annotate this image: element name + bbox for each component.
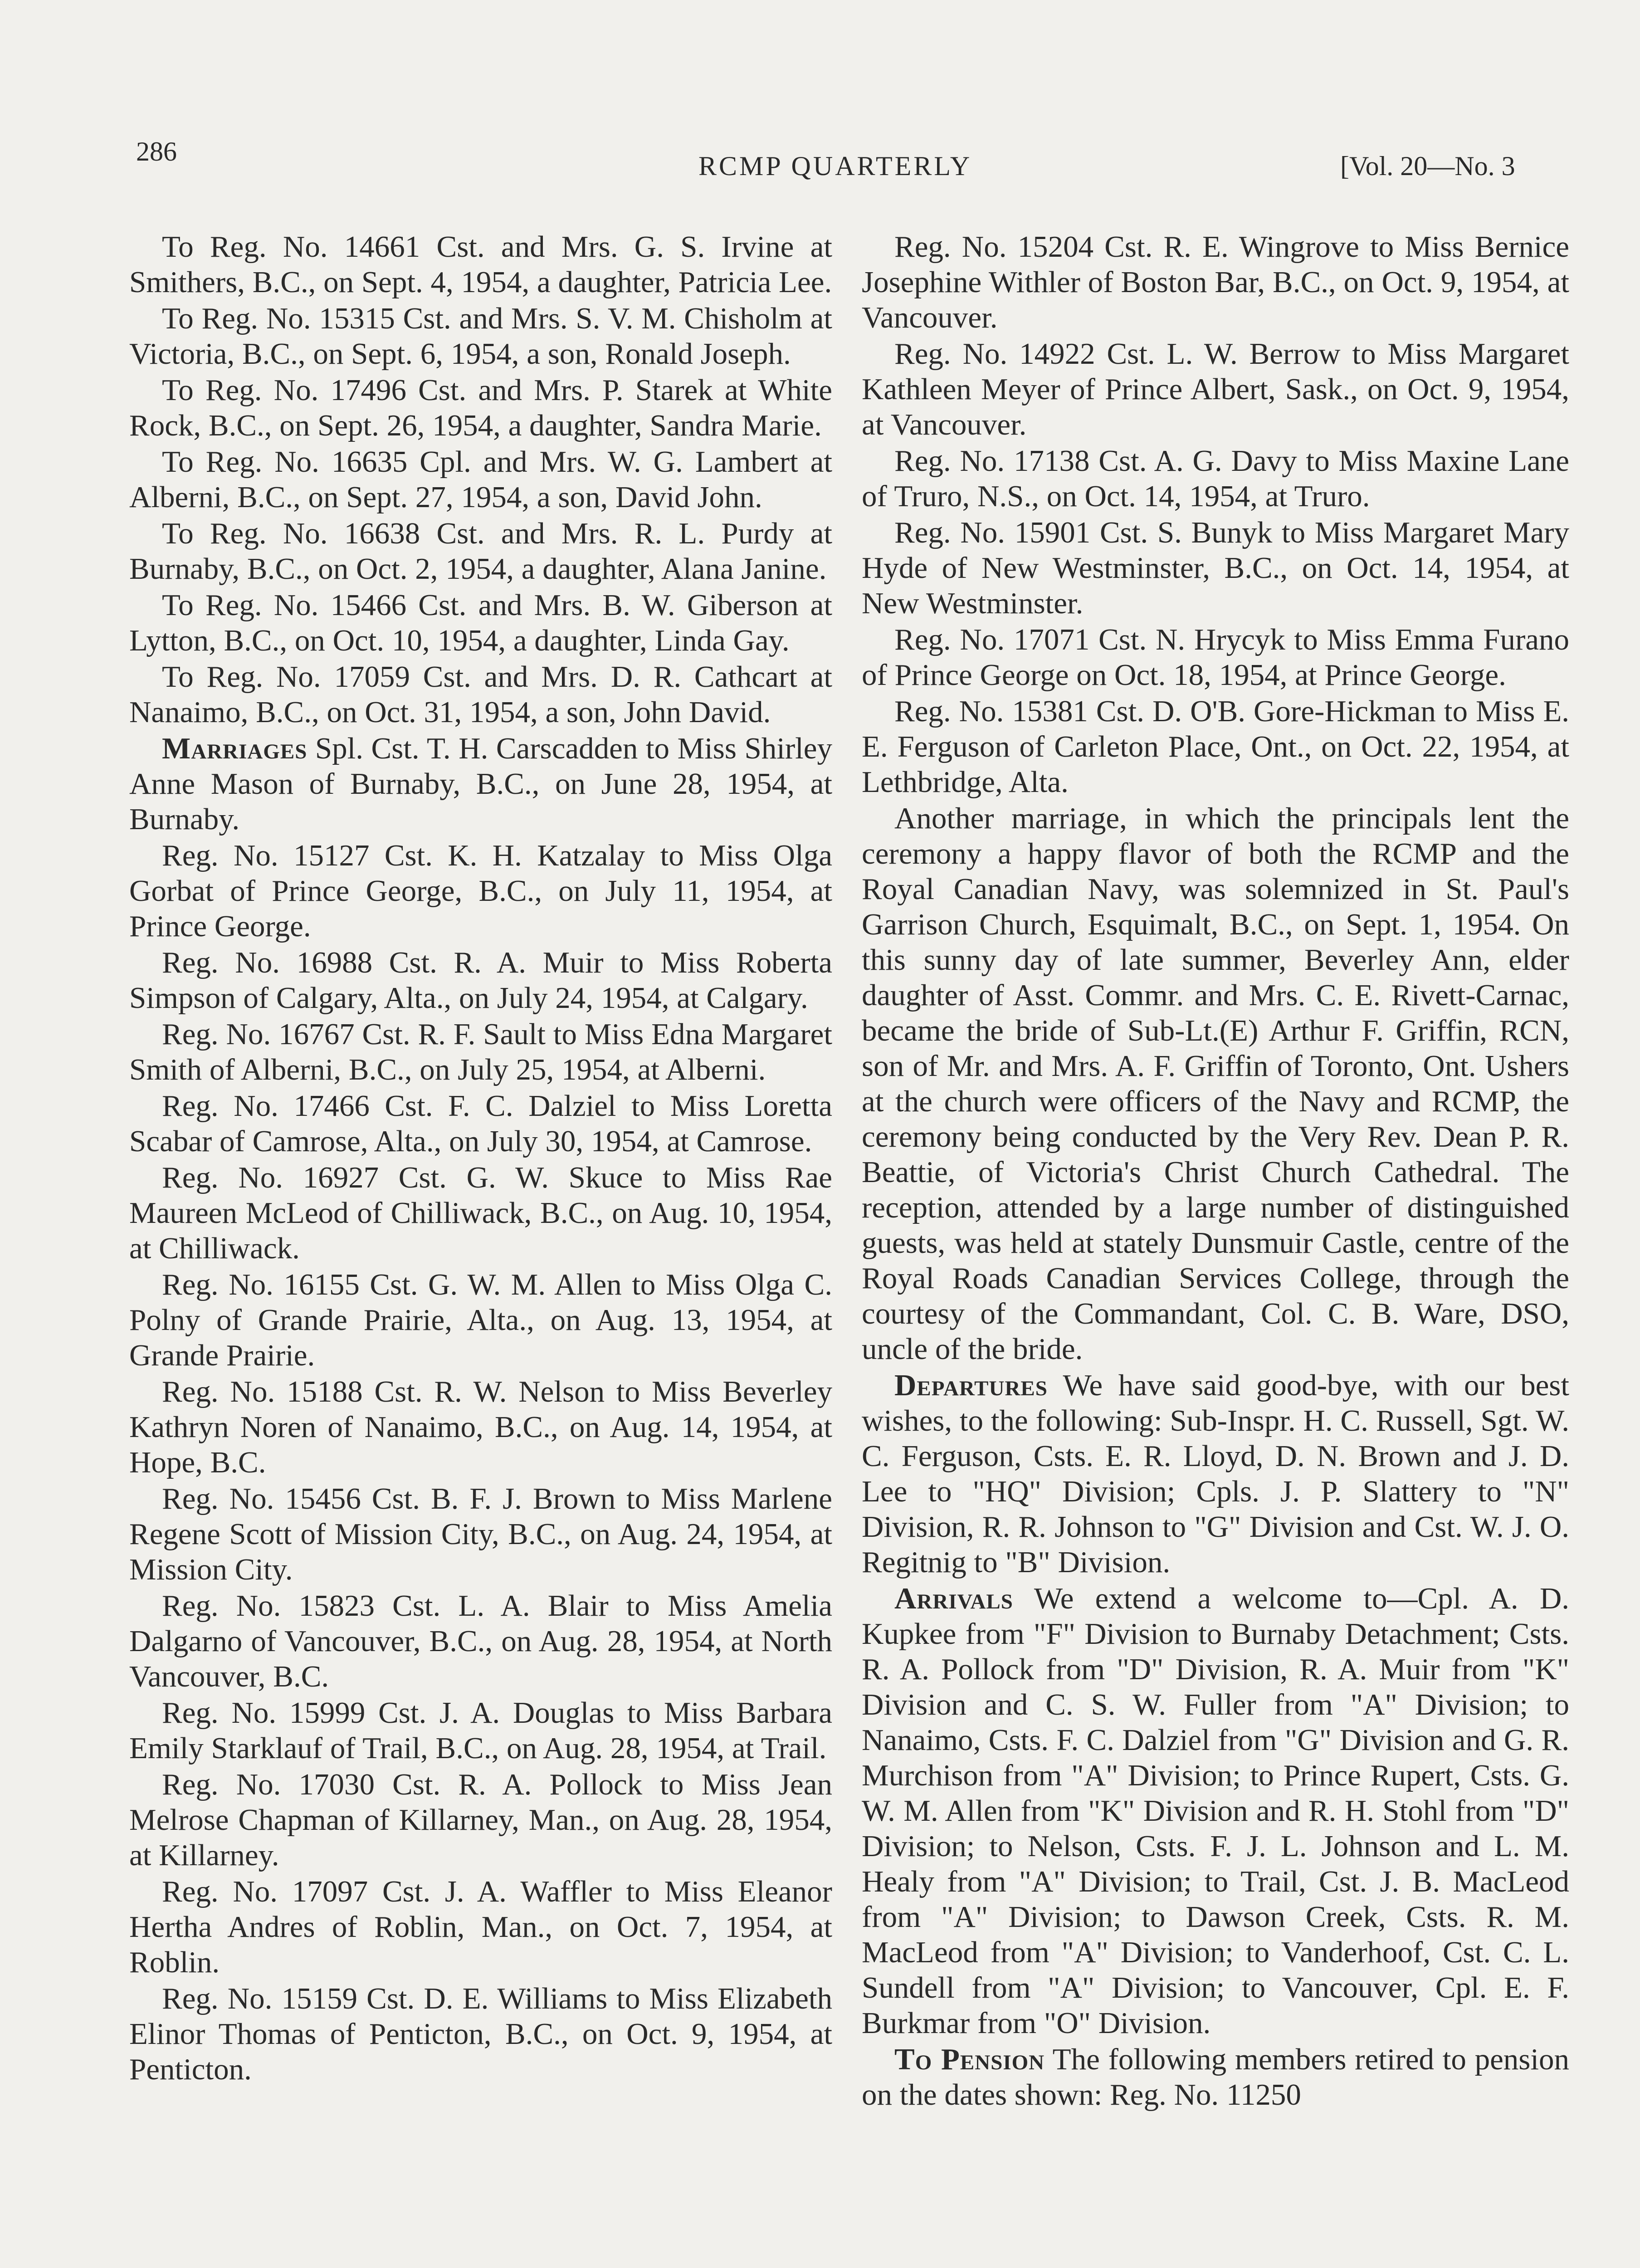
birth-entry: To Reg. No. 16638 Cst. and Mrs. R. L. Purdy at Burnaby, B.C., on Oct. 2, 1954, a daughter, Alana Janine.	[129, 517, 832, 586]
pension-paragraph	[862, 2042, 1569, 2112]
pension-text: The following members retired to pension on the dates shown: Reg. No. 11250	[862, 2043, 1569, 2112]
arrivals-heading: Arrivals	[894, 1582, 1013, 1615]
marriage-entry: Reg. No. 15381 Cst. D. O'B. Gore-Hickman to Miss E. E. Ferguson of Carleton Place, Ont., on Oct. 22, 1954, at Lethbridge, Alta.	[862, 694, 1569, 799]
marriage-entry: Reg. No. 15204 Cst. R. E. Wingrove to Miss Bernice Josephine Withler of Boston Bar, B.C., on Oct. 9, 1954, at Vancouver.	[862, 230, 1569, 334]
birth-entry: To Reg. No. 17496 Cst. and Mrs. P. Starek at White Rock, B.C., on Sept. 26, 1954, a daughter, Sandra Marie.	[129, 373, 832, 442]
marriage-entry: Reg. No. 16767 Cst. R. F. Sault to Miss Edna Margaret Smith of Alberni, B.C., on July 25, 1954, at Alberni.	[129, 1017, 832, 1086]
departures-text: We have said good-bye, with our best wishes, to the following: Sub-Inspr. H. C. Russell, Sgt. W. C. Ferguson, Csts. E. R. Lloyd, D. N. Brown and J. D. Lee to "HQ" Division; Cpls. J. P. Slattery to "N" Division, R. R. Johnson to "G" Division and Cst. W. J. O. Regitnig to "B" Division.	[862, 1369, 1569, 1579]
marriages-paragraph	[129, 731, 832, 837]
naval-wedding-paragraph: Another marriage, in which the principals lent the ceremony a happy flavor of both the RCMP and the Royal Canadian Navy, was solemnized in St. Paul's Garrison Church, Esquimalt, B.C., on Sept. 1, 1954. On this sunny day of late summer, Beverley Ann, elder daughter of Asst. Commr. and Mrs. C. E. Rivett-Carnac, became the bride of Sub-Lt.(E) Arthur F. Griffin, RCN, son of Mr. and Mrs. A. F. Griffin of Toronto, Ont. Ushers at the church were officers of the Navy and RCMP, the ceremony being conducted by the Very Rev. Dean P. R. Beattie, of Victoria's Christ Church Cathedral. The reception, attended by a large number of distinguished guests, was held at stately Dunsmuir Castle, centre of the Royal Roads Canadian Services College, through the courtesy of the Commandant, Col. C. B. Ware, DSO, uncle of the bride.	[862, 802, 1569, 1366]
marriage-entry: Reg. No. 15456 Cst. B. F. J. Brown to Miss Marlene Regene Scott of Mission City, B.C., on Aug. 24, 1954, at Mission City.	[129, 1482, 832, 1586]
volume-issue: [Vol. 20—No. 3	[1340, 151, 1515, 181]
marriage-entry: Reg. No. 17138 Cst. A. G. Davy to Miss Maxine Lane of Truro, N.S., on Oct. 14, 1954, at Truro.	[862, 444, 1569, 513]
birth-entry: To Reg. No. 16635 Cpl. and Mrs. W. G. Lambert at Alberni, B.C., on Sept. 27, 1954, a son, David John.	[129, 445, 832, 514]
marriage-entry: Reg. No. 16988 Cst. R. A. Muir to Miss Roberta Simpson of Calgary, Alta., on July 24, 1954, at Calgary.	[129, 946, 832, 1015]
marriage-entry: Reg. No. 15901 Cst. S. Bunyk to Miss Margaret Mary Hyde of New Westminster, B.C., on Oct. 14, 1954, at New Westminster.	[862, 516, 1569, 620]
marriage-entry: Reg. No. 15188 Cst. R. W. Nelson to Miss Beverley Kathryn Noren of Nanaimo, B.C., on Aug. 14, 1954, at Hope, B.C.	[129, 1375, 832, 1479]
pension-heading: To Pension	[894, 2043, 1045, 2076]
right-column	[862, 229, 1569, 2113]
marriage-entry: Reg. No. 17030 Cst. R. A. Pollock to Miss Jean Melrose Chapman of Killarney, Man., on Aug. 28, 1954, at Killarney.	[129, 1768, 832, 1872]
marriage-entry: Reg. No. 15999 Cst. J. A. Douglas to Miss Barbara Emily Starklauf of Trail, B.C., on Aug. 28, 1954, at Trail.	[129, 1696, 832, 1765]
marriage-entry: Reg. No. 17466 Cst. F. C. Dalziel to Miss Loretta Scabar of Camrose, Alta., on July 30, 1954, at Camrose.	[129, 1089, 832, 1158]
birth-entry: To Reg. No. 14661 Cst. and Mrs. G. S. Irvine at Smithers, B.C., on Sept. 4, 1954, a daughter, Patricia Lee.	[129, 230, 832, 299]
birth-entry: To Reg. No. 15466 Cst. and Mrs. B. W. Giberson at Lytton, B.C., on Oct. 10, 1954, a daughter, Linda Gay.	[129, 588, 832, 657]
arrivals-paragraph	[862, 1581, 1569, 2041]
marriage-entry: Reg. No. 16927 Cst. G. W. Skuce to Miss Rae Maureen McLeod of Chilliwack, B.C., on Aug. 10, 1954, at Chilliwack.	[129, 1161, 832, 1265]
marriage-entry: Spl. Cst. T. H. Carscadden to Miss Shirley Anne Mason of Burnaby, B.C., on June 28, 1954, at Burnaby.	[129, 732, 832, 836]
marriage-entry: Reg. No. 15127 Cst. K. H. Katzalay to Miss Olga Gorbat of Prince George, B.C., on July 11, 1954, at Prince George.	[129, 839, 832, 943]
left-column	[129, 229, 832, 2088]
birth-entry: To Reg. No. 15315 Cst. and Mrs. S. V. M. Chisholm at Victoria, B.C., on Sept. 6, 1954, a son, Ronald Joseph.	[129, 302, 832, 371]
departures-paragraph	[862, 1368, 1569, 1580]
birth-entry: To Reg. No. 17059 Cst. and Mrs. D. R. Cathcart at Nanaimo, B.C., on Oct. 31, 1954, a son, John David.	[129, 660, 832, 729]
marriage-entry: Reg. No. 17071 Cst. N. Hrycyk to Miss Emma Furano of Prince George on Oct. 18, 1954, at Prince George.	[862, 623, 1569, 692]
marriage-entry: Reg. No. 16155 Cst. G. W. M. Allen to Miss Olga C. Polny of Grande Prairie, Alta., on Aug. 13, 1954, at Grande Prairie.	[129, 1268, 832, 1372]
marriages-heading: Marriages	[162, 732, 308, 765]
marriage-entry: Reg. No. 15159 Cst. D. E. Williams to Miss Elizabeth Elinor Thomas of Penticton, B.C., on Oct. 9, 1954, at Penticton.	[129, 1982, 832, 2086]
arrivals-text: We extend a welcome to—Cpl. A. D. Kupkee from "F" Division to Burnaby Detachment; Csts. R. A. Pollock from "D" Division, R. A. Muir from "K" Division and C. S. W. Fuller from "A" Division; to Nanaimo, Csts. F. C. Dalziel from "G" Division and G. R. Murchison from "A" Division; to Prince Rupert, Csts. G. W. M. Allen from "K" Division and R. H. Stohl from "D" Division; to Nelson, Csts. F. J. L. Johnson and L. M. Healy from "A" Division; to Trail, Cst. J. B. MacLeod from "A" Division; to Dawson Creek, Csts. R. M. MacLeod from "A" Division; to Vanderhoof, Cst. C. L. Sundell from "A" Division; to Vancouver, Cpl. E. F. Burkmar from "O" Division.	[862, 1582, 1569, 2040]
page-number: 286	[136, 137, 177, 166]
marriage-entry: Reg. No. 14922 Cst. L. W. Berrow to Miss Margaret Kathleen Meyer of Prince Albert, Sask., on Oct. 9, 1954, at Vancouver.	[862, 337, 1569, 441]
marriage-entry: Reg. No. 17097 Cst. J. A. Waffler to Miss Eleanor Hertha Andres of Roblin, Man., on Oct. 7, 1954, at Roblin.	[129, 1875, 832, 1979]
running-title: RCMP QUARTERLY	[698, 151, 972, 181]
marriage-entry: Reg. No. 15823 Cst. L. A. Blair to Miss Amelia Dalgarno of Vancouver, B.C., on Aug. 28, 1954, at North Vancouver, B.C.	[129, 1589, 832, 1693]
departures-heading: Departures	[894, 1369, 1048, 1402]
